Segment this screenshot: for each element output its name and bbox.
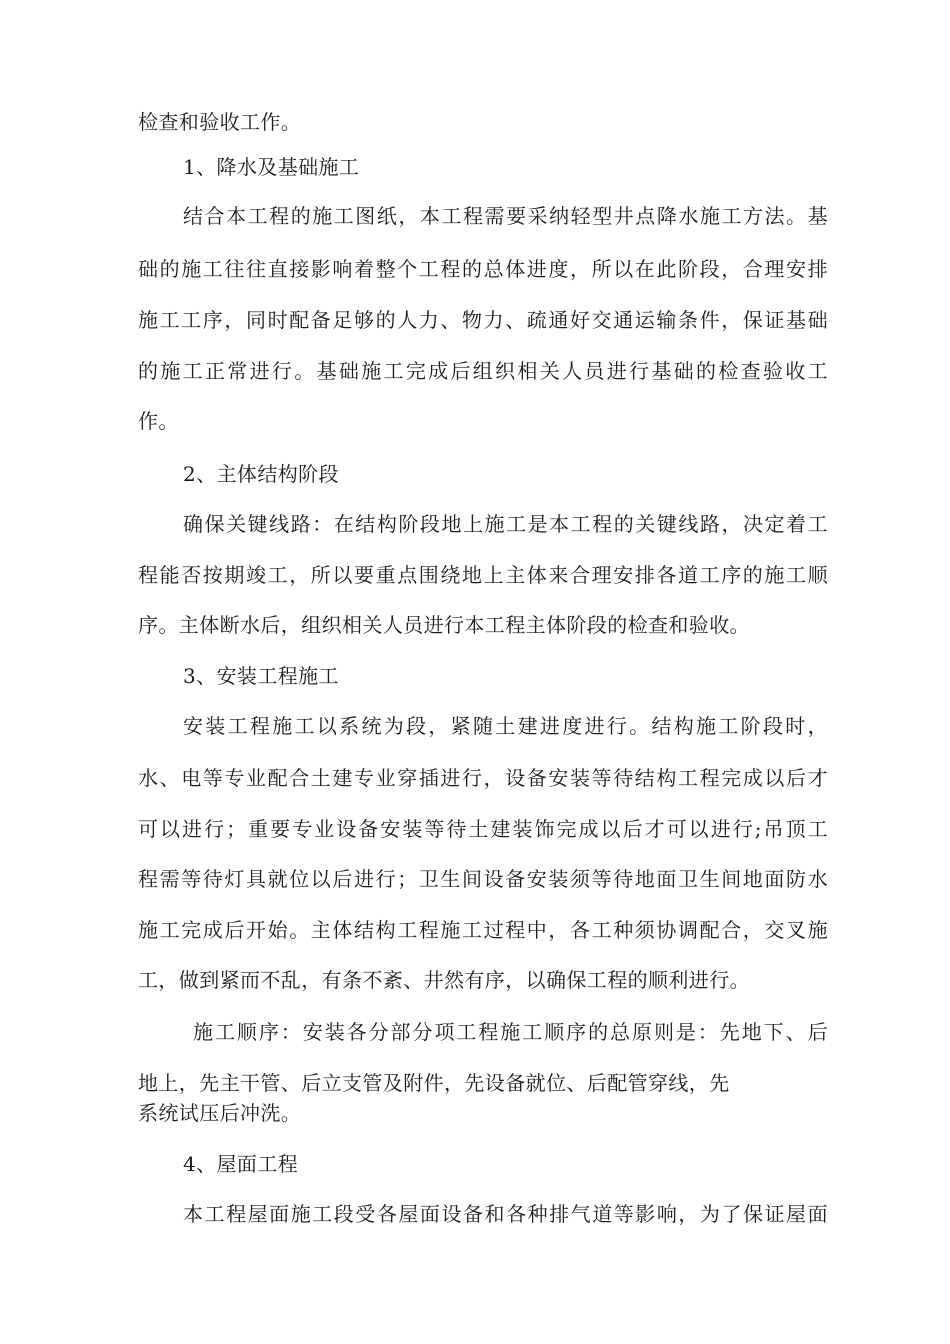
text-line: 安装工程施工以系统为段，紧随土建进度进行。结构施工阶段时， [183, 714, 828, 738]
text-line: 可以进行；重要专业设备安装等待土建装饰完成以后才可以进行;吊顶工 [138, 817, 828, 841]
text-line: 结合本工程的施工图纸，本工程需要采纳轻型井点降水施工方法。基 [183, 204, 828, 228]
text-line: 地上，先主干管、后立支管及附件，先设备就位、后配管穿线，先 [138, 1071, 730, 1095]
text-line: 程能否按期竣工，所以要重点围绕地上主体来合理安排各道工序的施工顺 [138, 563, 828, 587]
text-line: 水、电等专业配合土建专业穿插进行，设备安装等待结构工程完成以后才 [138, 766, 828, 790]
text-line: 施工完成后开始。主体结构工程施工过程中，各工种须协调配合，交叉施 [138, 918, 828, 942]
section-heading: 3、安装工程施工 [183, 664, 339, 688]
text-line: 检查和验收工作。 [138, 110, 302, 134]
text-line: 确保关键线路：在结构阶段地上施工是本工程的关键线路，决定着工 [183, 512, 828, 536]
text-line: 作。 [138, 409, 179, 433]
text-line: 的施工正常进行。基础施工完成后组织相关人员进行基础的检查验收工 [138, 359, 828, 383]
text-line: 序。主体断水后，组织相关人员进行本工程主体阶段的检查和验收。 [138, 613, 750, 637]
text-line: 础的施工往往直接影响着整个工程的总体进度，所以在此阶段，合理安排 [138, 257, 828, 281]
text-line: 系统试压后冲洗。 [138, 1101, 302, 1125]
text-line: 程需等待灯具就位以后进行；卫生间设备安装须等待地面卫生间地面防水 [138, 867, 828, 891]
text-line: 施工顺序：安装各分部分项工程施工顺序的总原则是：先地下、后 [193, 1020, 828, 1044]
text-line: 施工工序，同时配备足够的人力、物力、疏通好交通运输条件，保证基础 [138, 308, 828, 332]
section-heading: 1、降水及基础施工 [183, 155, 360, 179]
section-heading: 4、屋面工程 [183, 1152, 299, 1176]
text-line: 本工程屋面施工段受各屋面设备和各种排气道等影响，为了保证屋面 [183, 1202, 828, 1226]
section-heading: 2、主体结构阶段 [183, 462, 339, 486]
text-line: 工，做到紧而不乱，有条不紊、井然有序，以确保工程的顺利进行。 [138, 968, 750, 992]
